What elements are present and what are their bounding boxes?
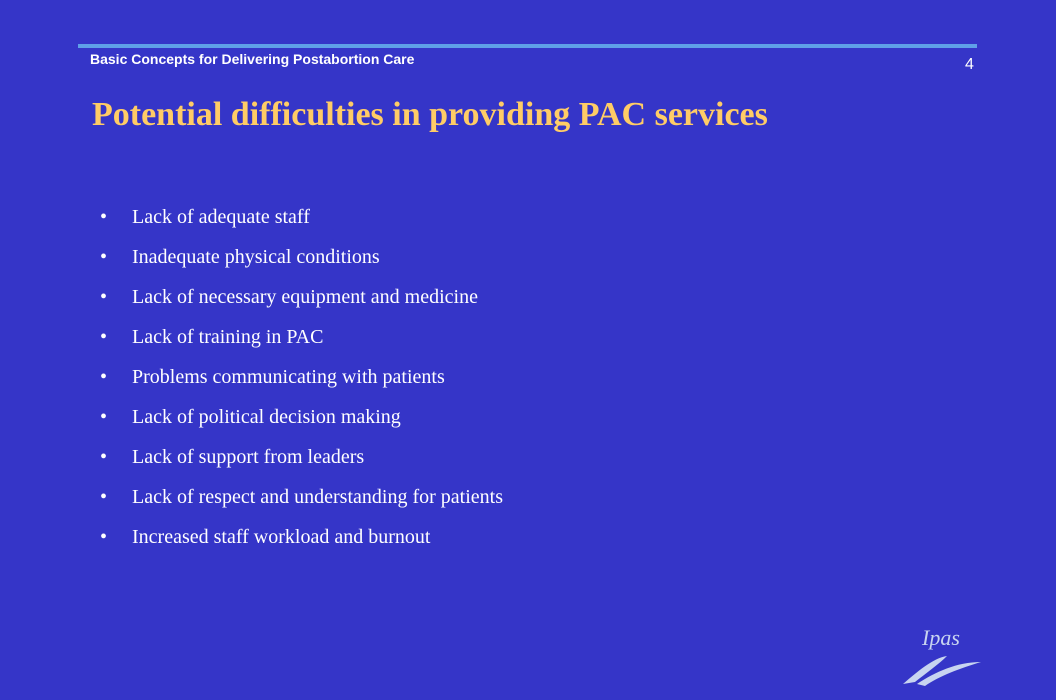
- list-item-text: Lack of adequate staff: [132, 206, 310, 228]
- list-item: [100, 203, 503, 243]
- page-number: 4: [965, 56, 974, 73]
- list-item: [100, 283, 503, 323]
- bullet-icon: •: [100, 246, 108, 268]
- bullet-icon: •: [100, 406, 108, 428]
- list-item: [100, 523, 503, 563]
- bullet-list: [100, 203, 503, 563]
- bullet-icon: •: [100, 446, 108, 468]
- header-rule: [78, 44, 977, 48]
- ipas-swoosh-logo-icon: [895, 628, 985, 688]
- bullet-icon: •: [100, 366, 108, 388]
- list-item-text: Lack of respect and understanding for patients: [132, 486, 503, 508]
- list-item: [100, 323, 503, 363]
- slide-title: Potential difficulties in providing PAC services: [92, 96, 768, 133]
- list-item: [100, 443, 503, 483]
- list-item: [100, 243, 503, 283]
- bullet-icon: •: [100, 206, 108, 228]
- list-item: [100, 403, 503, 443]
- bullet-icon: •: [100, 526, 108, 548]
- bullet-icon: •: [100, 326, 108, 348]
- list-item: [100, 483, 503, 523]
- list-item-text: Lack of necessary equipment and medicine: [132, 286, 478, 308]
- header-title: Basic Concepts for Delivering Postabortion Care: [90, 51, 415, 67]
- bullet-icon: •: [100, 486, 108, 508]
- list-item-text: Lack of training in PAC: [132, 326, 324, 348]
- ipas-logo-text: Ipas: [922, 625, 960, 650]
- list-item-text: Lack of support from leaders: [132, 446, 365, 468]
- list-item-text: Problems communicating with patients: [132, 366, 445, 388]
- bullet-icon: •: [100, 286, 108, 308]
- list-item-text: Inadequate physical conditions: [132, 246, 380, 268]
- list-item: [100, 363, 503, 403]
- list-item-text: Lack of political decision making: [132, 406, 401, 428]
- list-item-text: Increased staff workload and burnout: [132, 526, 431, 548]
